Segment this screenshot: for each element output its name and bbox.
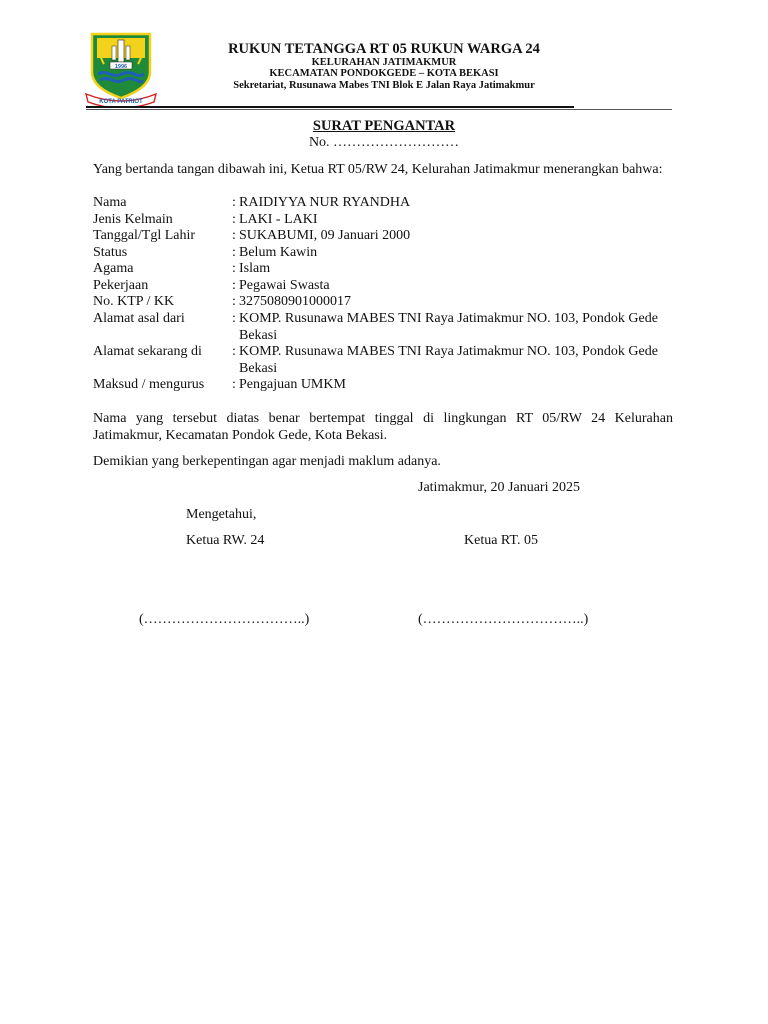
field-value-text: Pengajuan UMKM: [239, 377, 346, 392]
field-label-agama: Agama: [93, 261, 134, 276]
letter-title-text: SURAT PENGANTAR: [312, 118, 456, 134]
field-value-jenis-kelamin: [232, 212, 676, 229]
field-colon: :: [232, 228, 236, 243]
field-value-no-ktp: [232, 294, 676, 311]
rw-signatory-title: Ketua RW. 24: [186, 533, 265, 548]
closing-statement: Demikian yang berkepentingan agar menjadi maklum adanya.: [93, 454, 441, 469]
rw-signature-line: (……………………………..): [139, 612, 310, 627]
field-label-pekerjaan: Pekerjaan: [93, 278, 149, 293]
svg-text:1996: 1996: [114, 64, 128, 70]
field-value-text: KOMP. Rusunawa MABES TNI Raya Jatimakmur NO. 103, Pondok Gede Bekasi: [239, 344, 658, 376]
svg-text:KOTA PATRIOT: KOTA PATRIOT: [99, 99, 143, 105]
field-colon: :: [232, 245, 236, 260]
letterhead-kecamatan: KECAMATAN PONDOKGEDE – KOTA BEKASI: [269, 68, 499, 79]
letter-title: [0, 118, 768, 135]
letterhead-rule-thick: [86, 106, 574, 108]
field-colon: :: [232, 278, 236, 293]
letter-number: No. ………………………: [308, 135, 460, 150]
field-value-text: LAKI - LAKI: [239, 212, 318, 227]
letterhead-title: RUKUN TETANGGA RT 05 RUKUN WARGA 24: [228, 41, 540, 57]
field-colon: :: [232, 212, 236, 227]
field-value-nama: [232, 195, 676, 212]
field-value-text: 3275080901000017: [239, 294, 351, 309]
field-value-alamat-asal: [232, 311, 676, 344]
field-value-text: Belum Kawin: [239, 245, 318, 260]
letterhead-secretariat: Sekretariat, Rusunawa Mabes TNI Blok E Jalan Raya Jatimakmur: [233, 80, 535, 91]
field-value-status: [232, 245, 676, 262]
field-colon: :: [232, 294, 236, 309]
rt-signature-line: (……………………………..): [418, 612, 589, 627]
field-value-text: KOMP. Rusunawa MABES TNI Raya Jatimakmur NO. 103, Pondok Gede Bekasi: [239, 311, 658, 343]
field-value-tanggal-lahir: [232, 228, 676, 245]
field-label-jenis-kelamin: Jenis Kelmain: [93, 212, 173, 227]
field-label-maksud: Maksud / mengurus: [93, 377, 205, 392]
kota-bekasi-seal-logo: [84, 28, 158, 108]
field-label-status: Status: [93, 245, 128, 260]
acknowledged-label: Mengetahui,: [186, 507, 257, 522]
field-colon: :: [232, 344, 236, 359]
field-value-agama: [232, 261, 676, 278]
intro-statement: Yang bertanda tangan dibawah ini, Ketua RT 05/RW 24, Kelurahan Jatimakmur menerangkan bahwa:: [93, 162, 663, 177]
field-colon: :: [232, 311, 236, 326]
field-colon: :: [232, 377, 236, 392]
field-colon: :: [232, 195, 236, 210]
field-value-text: Pegawai Swasta: [239, 278, 330, 293]
field-label-no-ktp: No. KTP / KK: [93, 294, 175, 309]
field-colon: :: [232, 261, 236, 276]
field-label-tanggal-lahir: Tanggal/Tgl Lahir: [93, 228, 196, 243]
field-label-alamat-sekarang: Alamat sekarang di: [93, 344, 202, 359]
place-and-date: Jatimakmur, 20 Januari 2025: [418, 480, 580, 495]
letterhead-rule-thin: [86, 109, 672, 110]
field-label-alamat-asal: Alamat asal dari: [93, 311, 185, 326]
field-value-text: Islam: [239, 261, 271, 276]
field-value-text: SUKABUMI, 09 Januari 2000: [239, 228, 411, 243]
residence-statement: Nama yang tersebut diatas benar bertempat tinggal di lingkungan RT 05/RW 24 Kelurahan Jatimakmur, Kecamatan Pondok Gede, Kota Bekasi.: [93, 411, 673, 443]
field-value-text: RAIDIYYA NUR RYANDHA: [239, 195, 411, 210]
field-value-alamat-sekarang: [232, 344, 676, 377]
letterhead-kelurahan: KELURAHAN JATIMAKMUR: [311, 57, 457, 68]
field-label-nama: Nama: [93, 195, 127, 210]
rt-signatory-title: Ketua RT. 05: [464, 533, 538, 548]
field-value-maksud: [232, 377, 676, 394]
field-value-pekerjaan: [232, 278, 676, 295]
